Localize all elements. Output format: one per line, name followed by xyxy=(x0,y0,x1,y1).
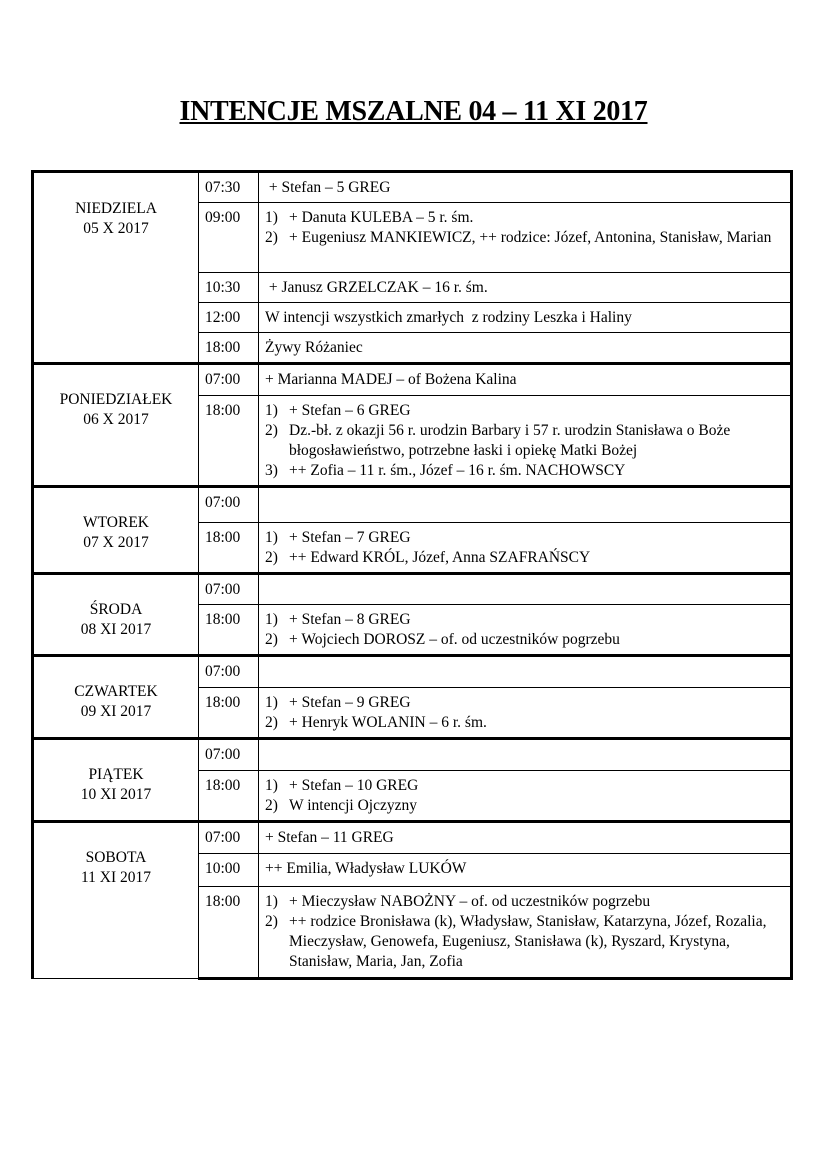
schedule-row xyxy=(33,364,792,396)
intention-number: 2) xyxy=(265,549,278,566)
intention-item xyxy=(265,401,786,421)
day-date: 08 XI 2017 xyxy=(80,621,152,638)
intention-number: 2) xyxy=(265,913,278,930)
day-name: SOBOTA xyxy=(85,849,147,866)
day-name: PONIEDZIAŁEK xyxy=(59,391,173,408)
intention-item xyxy=(265,693,786,713)
intention-text: + Stefan – 7 GREG xyxy=(289,529,411,546)
intention-text: + Danuta KULEBA – 5 r. śm. xyxy=(289,209,474,226)
mass-intention xyxy=(259,854,792,887)
intention-text: Żywy Różaniec xyxy=(265,339,363,356)
intention-text: + Stefan – 10 GREG xyxy=(289,777,419,794)
intention-item xyxy=(265,461,786,481)
mass-time: 18:00 xyxy=(199,333,259,364)
mass-intention xyxy=(259,396,792,487)
intention-item xyxy=(265,228,786,248)
intention-text: ++ Edward KRÓL, Józef, Anna SZAFRAŃSCY xyxy=(289,549,591,566)
intention-item xyxy=(265,548,786,568)
mass-time: 10:00 xyxy=(199,854,259,887)
mass-intention xyxy=(259,771,792,822)
day-date: 05 X 2017 xyxy=(83,220,149,237)
mass-time: 07:00 xyxy=(199,364,259,396)
intention-number: 1) xyxy=(265,529,278,546)
intention-number: 1) xyxy=(265,402,278,419)
mass-time: 07:00 xyxy=(199,656,259,688)
intention-text: + Henryk WOLANIN – 6 r. śm. xyxy=(289,714,487,731)
mass-time: 12:00 xyxy=(199,303,259,333)
day-cell xyxy=(33,822,199,979)
day-name: CZWARTEK xyxy=(74,683,158,700)
day-name: WTOREK xyxy=(82,514,149,531)
intention-text: ++ Zofia – 11 r. śm., Józef – 16 r. śm. NACHOWSCY xyxy=(289,462,626,479)
intention-text: + Stefan – 5 GREG xyxy=(265,179,391,196)
mass-time: 07:00 xyxy=(199,574,259,605)
mass-time: 18:00 xyxy=(199,771,259,822)
mass-intention xyxy=(259,487,792,523)
schedule-row xyxy=(33,656,792,688)
intention-item xyxy=(265,630,786,650)
mass-intention xyxy=(259,333,792,364)
intention-number: 2) xyxy=(265,422,278,439)
mass-time: 10:30 xyxy=(199,273,259,303)
schedule-row xyxy=(33,487,792,523)
mass-intention xyxy=(259,822,792,854)
mass-time: 18:00 xyxy=(199,523,259,574)
mass-time: 07:30 xyxy=(199,172,259,203)
intention-number: 2) xyxy=(265,714,278,731)
mass-intentions-table xyxy=(31,170,793,980)
intention-text: + Stefan – 8 GREG xyxy=(289,611,411,628)
mass-time: 07:00 xyxy=(199,487,259,523)
mass-time: 18:00 xyxy=(199,688,259,739)
intention-text: + Eugeniusz MANKIEWICZ, ++ rodzice: Józef, Antonina, Stanisław, Marian xyxy=(289,229,772,246)
day-name: PIĄTEK xyxy=(88,766,144,783)
day-date: 09 XI 2017 xyxy=(80,703,152,720)
mass-intention xyxy=(259,523,792,574)
page-title: INTENCJE MSZALNE 04 – 11 XI 2017 xyxy=(179,96,648,127)
intention-item xyxy=(265,713,786,733)
intention-text: + Stefan – 9 GREG xyxy=(289,694,411,711)
day-date: 11 XI 2017 xyxy=(80,869,152,886)
mass-intention xyxy=(259,303,792,333)
schedule-row xyxy=(33,822,792,854)
intention-number: 2) xyxy=(265,631,278,648)
intention-number: 3) xyxy=(265,462,278,479)
intention-number: 2) xyxy=(265,797,278,814)
intention-item xyxy=(265,892,786,912)
day-date: 07 X 2017 xyxy=(83,534,149,551)
mass-time: 07:00 xyxy=(199,822,259,854)
intention-text: + Stefan – 6 GREG xyxy=(289,402,411,419)
intention-item xyxy=(265,528,786,548)
intention-text: ++ rodzice Bronisława (k), Władysław, Stanisław, Katarzyna, Józef, Rozalia, Mieczysław, Genowefa, Eugeniusz, Stanisława (k), Ryszard, Krystyna, Stanisław, Maria, Jan, Zofia xyxy=(289,913,767,970)
schedule-row xyxy=(33,574,792,605)
intention-text: + Stefan – 11 GREG xyxy=(265,829,394,846)
mass-intention xyxy=(259,688,792,739)
intention-number: 1) xyxy=(265,694,278,711)
intention-text: Dz.-bł. z okazji 56 r. urodzin Barbary i 57 r. urodzin Stanisława o Boże błogosławieństwo, potrzebne łaski i opiekę Matki Bożej xyxy=(289,422,731,459)
day-cell xyxy=(33,487,199,574)
day-name: ŚRODA xyxy=(89,601,143,618)
day-cell xyxy=(33,172,199,364)
intention-text: W intencji wszystkich zmarłych z rodziny Leszka i Haliny xyxy=(265,309,632,326)
mass-intention xyxy=(259,364,792,396)
day-date: 10 XI 2017 xyxy=(80,786,152,803)
intention-number: 1) xyxy=(265,893,278,910)
mass-intention xyxy=(259,574,792,605)
mass-intention xyxy=(259,656,792,688)
intention-item xyxy=(265,421,786,461)
intention-text: W intencji Ojczyzny xyxy=(289,797,417,814)
mass-intention xyxy=(259,172,792,203)
mass-time: 18:00 xyxy=(199,605,259,656)
intention-text: + Janusz GRZELCZAK – 16 r. śm. xyxy=(265,279,488,296)
schedule-row xyxy=(33,172,792,203)
day-cell xyxy=(33,364,199,487)
intention-number: 2) xyxy=(265,229,278,246)
intention-number: 1) xyxy=(265,209,278,226)
intention-text: + Mieczysław NABOŻNY – of. od uczestników pogrzebu xyxy=(289,893,651,910)
day-cell xyxy=(33,656,199,739)
day-name: NIEDZIELA xyxy=(75,200,157,217)
intention-text: + Marianna MADEJ – of Bożena Kalina xyxy=(265,371,517,388)
intention-text: + Wojciech DOROSZ – of. od uczestników pogrzebu xyxy=(289,631,620,648)
intention-text: ++ Emilia, Władysław LUKÓW xyxy=(265,860,467,877)
intention-item xyxy=(265,912,786,972)
mass-intention xyxy=(259,605,792,656)
mass-intention xyxy=(259,203,792,273)
mass-intention xyxy=(259,273,792,303)
mass-intention xyxy=(259,739,792,771)
intention-item xyxy=(265,610,786,630)
day-date: 06 X 2017 xyxy=(83,411,149,428)
intention-number: 1) xyxy=(265,777,278,794)
intention-item xyxy=(265,776,786,796)
mass-time: 18:00 xyxy=(199,396,259,487)
schedule-row xyxy=(33,739,792,771)
intention-item xyxy=(265,208,786,228)
intention-item xyxy=(265,796,786,816)
mass-time: 18:00 xyxy=(199,887,259,979)
day-cell xyxy=(33,739,199,822)
mass-time: 09:00 xyxy=(199,203,259,273)
mass-time: 07:00 xyxy=(199,739,259,771)
day-cell xyxy=(33,574,199,656)
intention-number: 1) xyxy=(265,611,278,628)
mass-intention xyxy=(259,887,792,979)
